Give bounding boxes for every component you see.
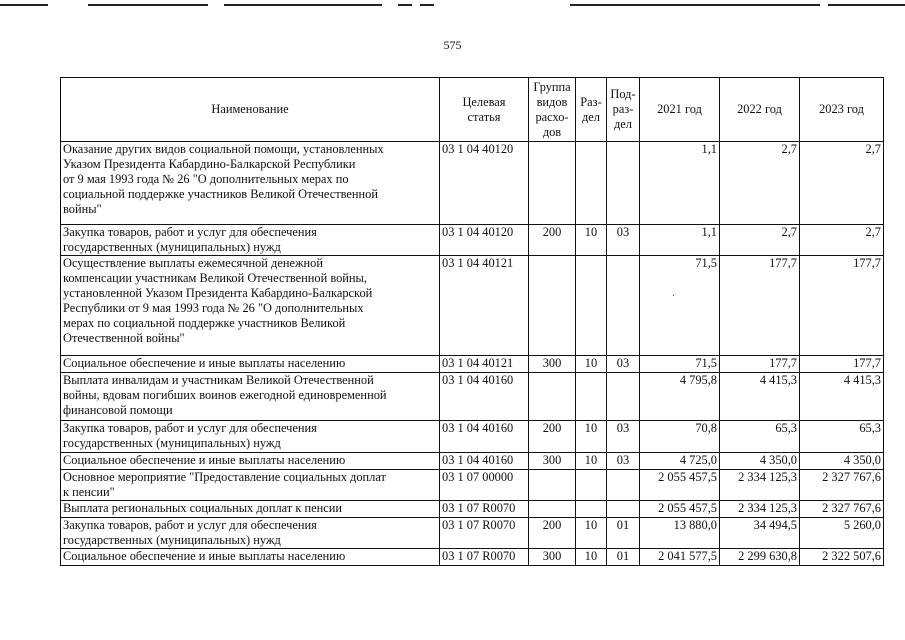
row-target-article: 03 1 04 40160 [440,453,529,470]
table-row [61,518,884,549]
row-subsection: 03 [607,453,640,470]
row-target-article: 03 1 04 40160 [440,421,529,453]
header-name: Наименование [61,78,440,142]
table-row [61,373,884,421]
row-expense-group: 200 [529,421,576,453]
row-value-2022: 2,7 [720,225,800,256]
row-name: Осуществление выплаты ежемесячной денежной компенсации участникам Великой Отечественной войны, установленной Указом Президента Кабардино-Балкарской Республики от 9 мая 1993 года № 26 "О дополнительных мерах по социальной поддержке участников Великой Отечественной войны" [61,256,440,356]
row-name: Оказание других видов социальной помощи, установленных Указом Президента Кабардино-Балкарской Республики от 9 мая 1993 года № 26 "О дополнительных мерах по социальной поддержке участников Великой Отечественной войны" [61,142,440,225]
row-value-2023: 4 350,0 [800,453,884,470]
row-name: Выплата региональных социальных доплат к пенсии [61,501,440,518]
row-expense-group: 300 [529,356,576,373]
row-expense-group [529,501,576,518]
row-value-2021: 4 725,0 [640,453,720,470]
row-value-2021: 2 055 457,5 [640,501,720,518]
row-value-2023: 5 260,0 [800,518,884,549]
row-section: 10 [576,549,607,566]
row-section [576,373,607,421]
row-value-2023: 65,3 [800,421,884,453]
header-2022: 2022 год [720,78,800,142]
row-value-2022: 2 334 125,3 [720,501,800,518]
row-target-article: 03 1 04 40160 [440,373,529,421]
header-subsection: Под- раз- дел [607,78,640,142]
row-section: 10 [576,421,607,453]
header-2021: 2021 год [640,78,720,142]
row-target-article: 03 1 04 40120 [440,142,529,225]
row-target-article: 03 1 07 R0070 [440,518,529,549]
row-section: 10 [576,225,607,256]
row-subsection [607,256,640,356]
top-rule-2 [88,4,208,6]
table-row [61,549,884,566]
row-expense-group [529,256,576,356]
row-value-2023: 4 415,3 [800,373,884,421]
budget-table [60,77,884,566]
row-value-2021: 1,1 [640,225,720,256]
row-expense-group [529,470,576,501]
top-rule-3 [224,4,382,6]
row-target-article: 03 1 04 40120 [440,225,529,256]
row-value-2022: 4 350,0 [720,453,800,470]
header-section: Раз- дел [576,78,607,142]
row-value-2023: 177,7 [800,356,884,373]
row-value-2023: 2,7 [800,142,884,225]
row-subsection [607,501,640,518]
row-subsection [607,373,640,421]
top-rule-4 [398,4,412,6]
row-section [576,256,607,356]
row-value-2021: 2 041 577,5 [640,549,720,566]
row-section [576,501,607,518]
row-value-2022: 34 494,5 [720,518,800,549]
row-subsection: 01 [607,518,640,549]
row-value-2023: 2 327 767,6 [800,470,884,501]
row-subsection: 01 [607,549,640,566]
row-target-article: 03 1 07 00000 [440,470,529,501]
row-subsection: 03 [607,421,640,453]
row-value-2022: 4 415,3 [720,373,800,421]
row-section: 10 [576,453,607,470]
row-expense-group [529,142,576,225]
row-value-2022: 2 334 125,3 [720,470,800,501]
scan-speck [673,295,674,296]
row-value-2022: 65,3 [720,421,800,453]
row-value-2021: 71,5 [640,356,720,373]
row-value-2021: 70,8 [640,421,720,453]
row-expense-group: 200 [529,225,576,256]
row-value-2023: 177,7 [800,256,884,356]
header-2023: 2023 год [800,78,884,142]
table-row [61,421,884,453]
top-rule-6 [570,4,820,6]
table-row [61,453,884,470]
table-row [61,225,884,256]
row-name: Закупка товаров, работ и услуг для обеспечения государственных (муниципальных) нужд [61,225,440,256]
table-row [61,501,884,518]
row-value-2022: 2 299 630,8 [720,549,800,566]
row-section: 10 [576,356,607,373]
row-section [576,142,607,225]
row-name: Социальное обеспечение и иные выплаты населению [61,453,440,470]
row-name: Закупка товаров, работ и услуг для обеспечения государственных (муниципальных) нужд [61,421,440,453]
top-rule-7 [828,4,905,6]
row-value-2022: 177,7 [720,356,800,373]
row-name: Социальное обеспечение и иные выплаты населению [61,356,440,373]
row-value-2023: 2,7 [800,225,884,256]
header-target-article: Целевая статья [440,78,529,142]
row-target-article: 03 1 07 R0070 [440,549,529,566]
row-subsection: 03 [607,225,640,256]
row-name: Основное мероприятие "Предоставление социальных доплат к пенсии" [61,470,440,501]
top-rule-1 [0,4,48,6]
header-expense-group: Группа видов расхо- дов [529,78,576,142]
top-rule-5 [420,4,434,6]
row-section: 10 [576,518,607,549]
row-section [576,470,607,501]
row-value-2021: 4 795,8 [640,373,720,421]
row-name: Социальное обеспечение и иные выплаты населению [61,549,440,566]
row-value-2022: 177,7 [720,256,800,356]
row-value-2021: 13 880,0 [640,518,720,549]
row-expense-group: 300 [529,549,576,566]
row-value-2021: 1,1 [640,142,720,225]
row-expense-group: 200 [529,518,576,549]
row-subsection [607,470,640,501]
row-subsection [607,142,640,225]
row-value-2023: 2 327 767,6 [800,501,884,518]
row-target-article: 03 1 07 R0070 [440,501,529,518]
page-number: 575 [443,38,462,52]
table-row [61,356,884,373]
row-expense-group: 300 [529,453,576,470]
row-value-2022: 2,7 [720,142,800,225]
row-name: Закупка товаров, работ и услуг для обеспечения государственных (муниципальных) нужд [61,518,440,549]
row-value-2021: 71,5 [640,256,720,356]
row-name: Выплата инвалидам и участникам Великой Отечественной войны, вдовам погибших воинов ежегодной единовременной финансовой помощи [61,373,440,421]
row-value-2023: 2 322 507,6 [800,549,884,566]
table-header [61,78,884,142]
row-target-article: 03 1 04 40121 [440,356,529,373]
row-target-article: 03 1 04 40121 [440,256,529,356]
row-expense-group [529,373,576,421]
table-row [61,142,884,225]
table-row [61,470,884,501]
row-subsection: 03 [607,356,640,373]
row-value-2021: 2 055 457,5 [640,470,720,501]
table-row [61,256,884,356]
